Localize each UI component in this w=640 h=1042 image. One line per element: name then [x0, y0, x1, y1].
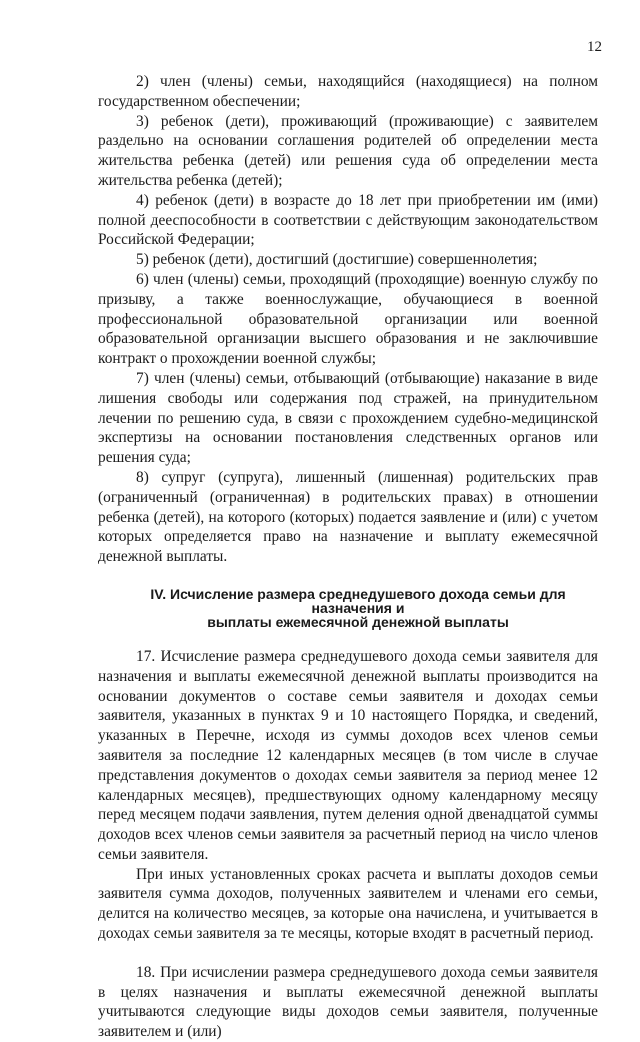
list-item: 4) ребенок (дети) в возрасте до 18 лет при приобретении им (ими) полной дееспособности в соответствии с действующим законодательством Российской Федерации;	[98, 191, 598, 249]
section-iv-body	[98, 647, 598, 1042]
list-item: 3) ребенок (дети), проживающий (проживающие) с заявителем раздельно на основании соглашения родителей об определении места жительства ребенка (детей) или решения суда об определении места жительства ребенка (детей);	[98, 112, 598, 189]
paragraph-18: 18. При исчислении размера среднедушевого дохода семьи заявителя в целях назначения и выплаты ежемесячной денежной выплаты учитываются следующие виды доходов семьи заявителя, полученные заявителем и (или)	[98, 963, 598, 1041]
list-item: 6) член (члены) семьи, проходящий (проходящие) военную службу по призыву, а также военнослужащие, обучающиеся в военной профессиональной образовательной организации или военной образовательной организации высшего образования и не заключившие контракт о прохождении военной службы;	[98, 270, 598, 368]
section-heading-line-1: IV. Исчисление размера среднедушевого дохода семьи для назначения и	[150, 585, 566, 616]
list-item: 7) член (члены) семьи, отбывающий (отбывающие) наказание в виде лишения свободы или содержания под стражей, на принудительном лечении по решению суда, в связи с прохождением судебно-медицинской экспертизы на основании постановления следственных органов или решения суда;	[98, 369, 598, 467]
list-item: 2) член (члены) семьи, находящийся (находящиеся) на полном государственном обеспечении;	[98, 73, 598, 110]
section-heading	[98, 587, 598, 629]
page-number: 12	[587, 39, 602, 55]
document-body	[98, 72, 598, 1042]
paragraph-17-continuation: При иных установленных сроках расчета и выплаты доходов семьи заявителя сумма доходов, полученных заявителем и членами его семьи, делится на количество месяцев, за которые она начислена, и учитывается в доходах семьи заявителя за те месяцы, которые входят в расчетный период.	[98, 865, 598, 943]
list-item: 8) супруг (супруга), лишенный (лишенная) родительских прав (ограниченный (ограниченная) в родительских правах) в отношении ребенка (детей), на которого (которых) подается заявление и (или) с учетом которых определяется право на назначение и выплату ежемесячной денежной выплаты.	[98, 468, 598, 566]
paragraph-17: 17. Исчисление размера среднедушевого дохода семьи заявителя для назначения и выплаты ежемесячной денежной выплаты производится на основании документов о составе семьи заявителя и доходах семьи заявителя, указанных в пунктах 9 и 10 настоящего Порядка, и сведений, указанных в Перечне, исходя из суммы доходов всех членов семьи заявителя за последние 12 календарных месяцев (в том числе в случае представления документов о доходах семьи заявителя за период менее 12 календарных месяцев), предшествующих одному календарному месяцу перед месяцем подачи заявления, путем деления одной двенадцатой суммы доходов всех членов семьи заявителя за расчетный период на число членов семьи заявителя.	[98, 647, 598, 863]
section-heading-line-2: выплаты ежемесячной денежной выплаты	[207, 613, 509, 630]
list-item: 5) ребенок (дети), достигший (достигшие) совершеннолетия;	[136, 251, 538, 269]
excluded-members-list	[98, 72, 598, 567]
